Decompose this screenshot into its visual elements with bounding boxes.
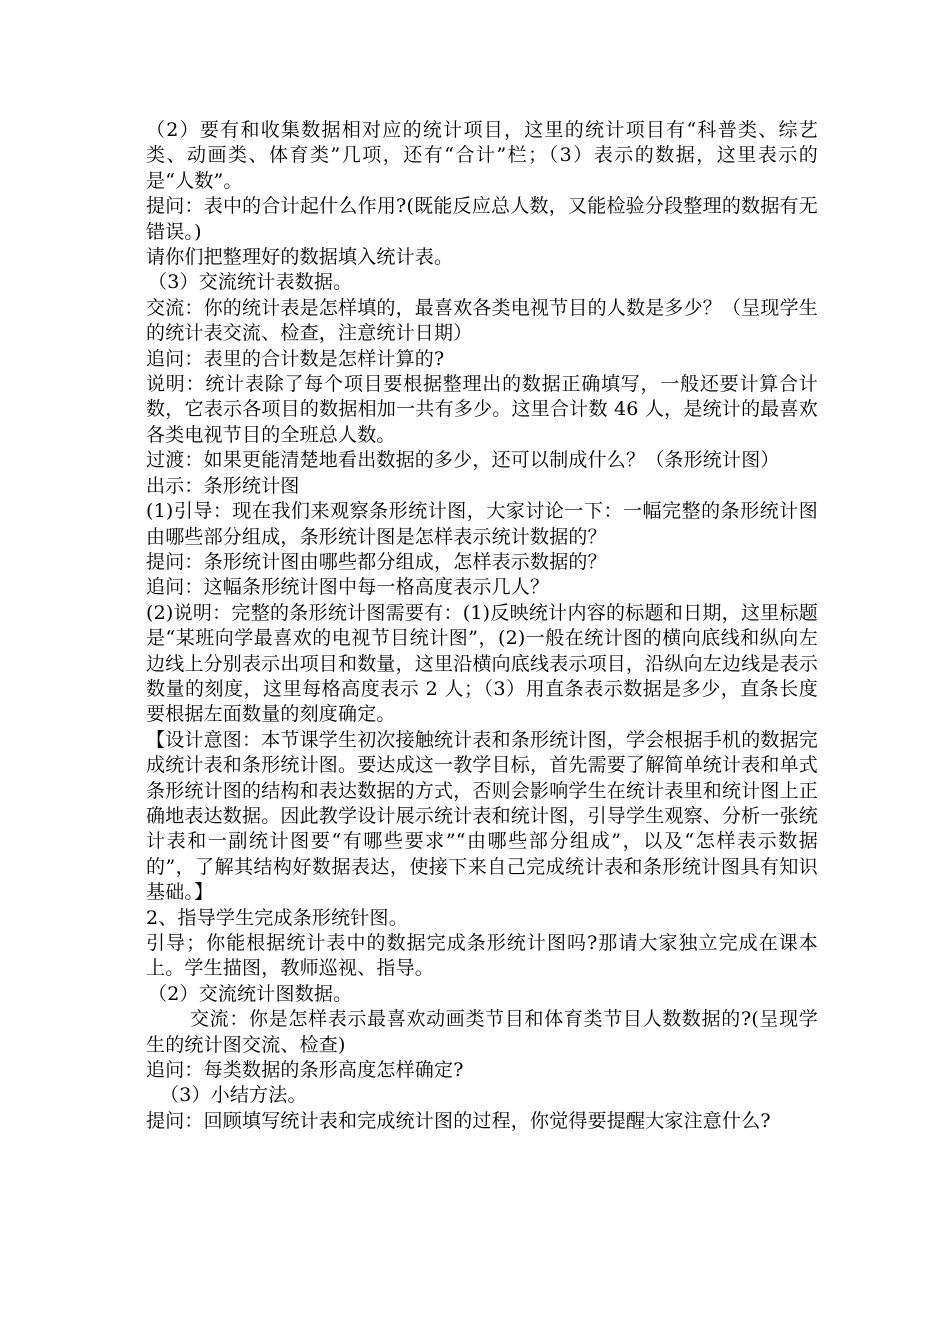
paragraph-exchange-chart: 交流：你是怎样表示最喜欢动画类节目和体育类节目人数数据的?(呈现学生的统计图交流、检查) [146, 1008, 818, 1056]
paragraph-explain-chart: (2)说明：完整的条形统计图需要有：(1)反映统计内容的标题和日期，这里标题是“某班向学最喜欢的电视节目统计图”，(2)一般在统计图的横向底线和纵向左边线上分别表示出项目和数量，这里沿横向底线表示项目，沿纵向左边线是表示数量的刻度，这里每格高度表示 2 人；（3）用直条表示数据是多少，直条长度要根据左面数量的刻度确定。 [146, 601, 819, 726]
paragraph-show-bar-chart: 出示：条形统计图 [146, 474, 300, 497]
paragraph-transition: 过渡：如果更能清楚地看出数据的多少，还可以制成什么？（条形统计图） [146, 449, 780, 472]
paragraph-question-total: 提问：表中的合计起什么作用?(既能反应总人数，又能检验分段整理的数据有无错误。) [146, 195, 818, 243]
paragraph-fill-table: 请你们把整理好的数据填入统计表。 [146, 246, 454, 269]
paragraph-exchange-table: 交流：你的统计表是怎样填的，最喜欢各类电视节目的人数是多少？（呈现学生的统计表交流、检查，注意统计日期） [146, 296, 819, 345]
paragraph-followup-bar-height: 追问：每类数据的条形高度怎样确定? [146, 1059, 464, 1082]
paragraph-explain-table: 说明：统计表除了每个项目要根据整理出的数据正确填写，一般还要计算合计数，它表示各项目的数据相加一共有多少。这里合计数 46 人，是统计的最喜欢各类电视节目的全班总人数。 [146, 373, 818, 446]
paragraph-table-requirements: （2）要有和收集数据相对应的统计项目，这里的统计项目有“科普类、综艺类、动画类、体育类”几项，还有“合计”栏；（3）表示的数据，这里表示的是“人数”。 [146, 119, 818, 192]
paragraph-exchange-table-heading: （3）交流统计表数据。 [148, 271, 353, 294]
paragraph-question-reminder: 提问：回顾填写统计表和完成统计图的过程，你觉得要提醒大家注意什么? [146, 1109, 771, 1132]
paragraph-followup-total: 追问：表里的合计数是怎样计算的? [146, 347, 445, 370]
paragraph-exchange-chart-heading: （2）交流统计图数据。 [148, 982, 353, 1005]
document-body [146, 118, 818, 1134]
paragraph-guide-complete-chart: 2、指导学生完成条形统针图。 [146, 906, 408, 929]
paragraph-question-chart-parts: 提问：条形统计图由哪些都分组成，怎样表示数据的？ [146, 550, 607, 573]
paragraph-guide-bar-chart: (1)引导：现在我们来观察条形统计图，大家讨论一下：一幅完整的条形统计图由哪些部分组成，条形统计图是怎样表示统计数据的？ [146, 500, 818, 548]
paragraph-design-intent: 【设计意图：本节课学生初次接触统计表和条形统计图，学会根据手机的数据完成统计表和条形统计图。要达成这一教学目标，首先需要了解简单统计表和单式条形统计图的结构和表达数据的方式，否则会影响学生在统计表里和统计图上正确地表达数据。因此教学设计展示统计表和统计图，引导学生观察、分析一张统计表和一副统计图要“有哪些要求”“由哪些部分组成”，以及“怎样表示数据的”，了解其结构好数据表达，使接下来自己完成统计表和条形统计图具有知识基础。】 [146, 728, 819, 904]
paragraph-guide-independent: 引导；你能根据统计表中的数据完成条形统计图吗?那请大家独立完成在课本上。学生描图，教师巡视、指导。 [146, 932, 818, 980]
paragraph-followup-grid: 追问：这幅条形统计图中每一格高度表示几人？ [146, 576, 550, 599]
paragraph-summary-heading: （3）小结方法。 [160, 1084, 307, 1107]
